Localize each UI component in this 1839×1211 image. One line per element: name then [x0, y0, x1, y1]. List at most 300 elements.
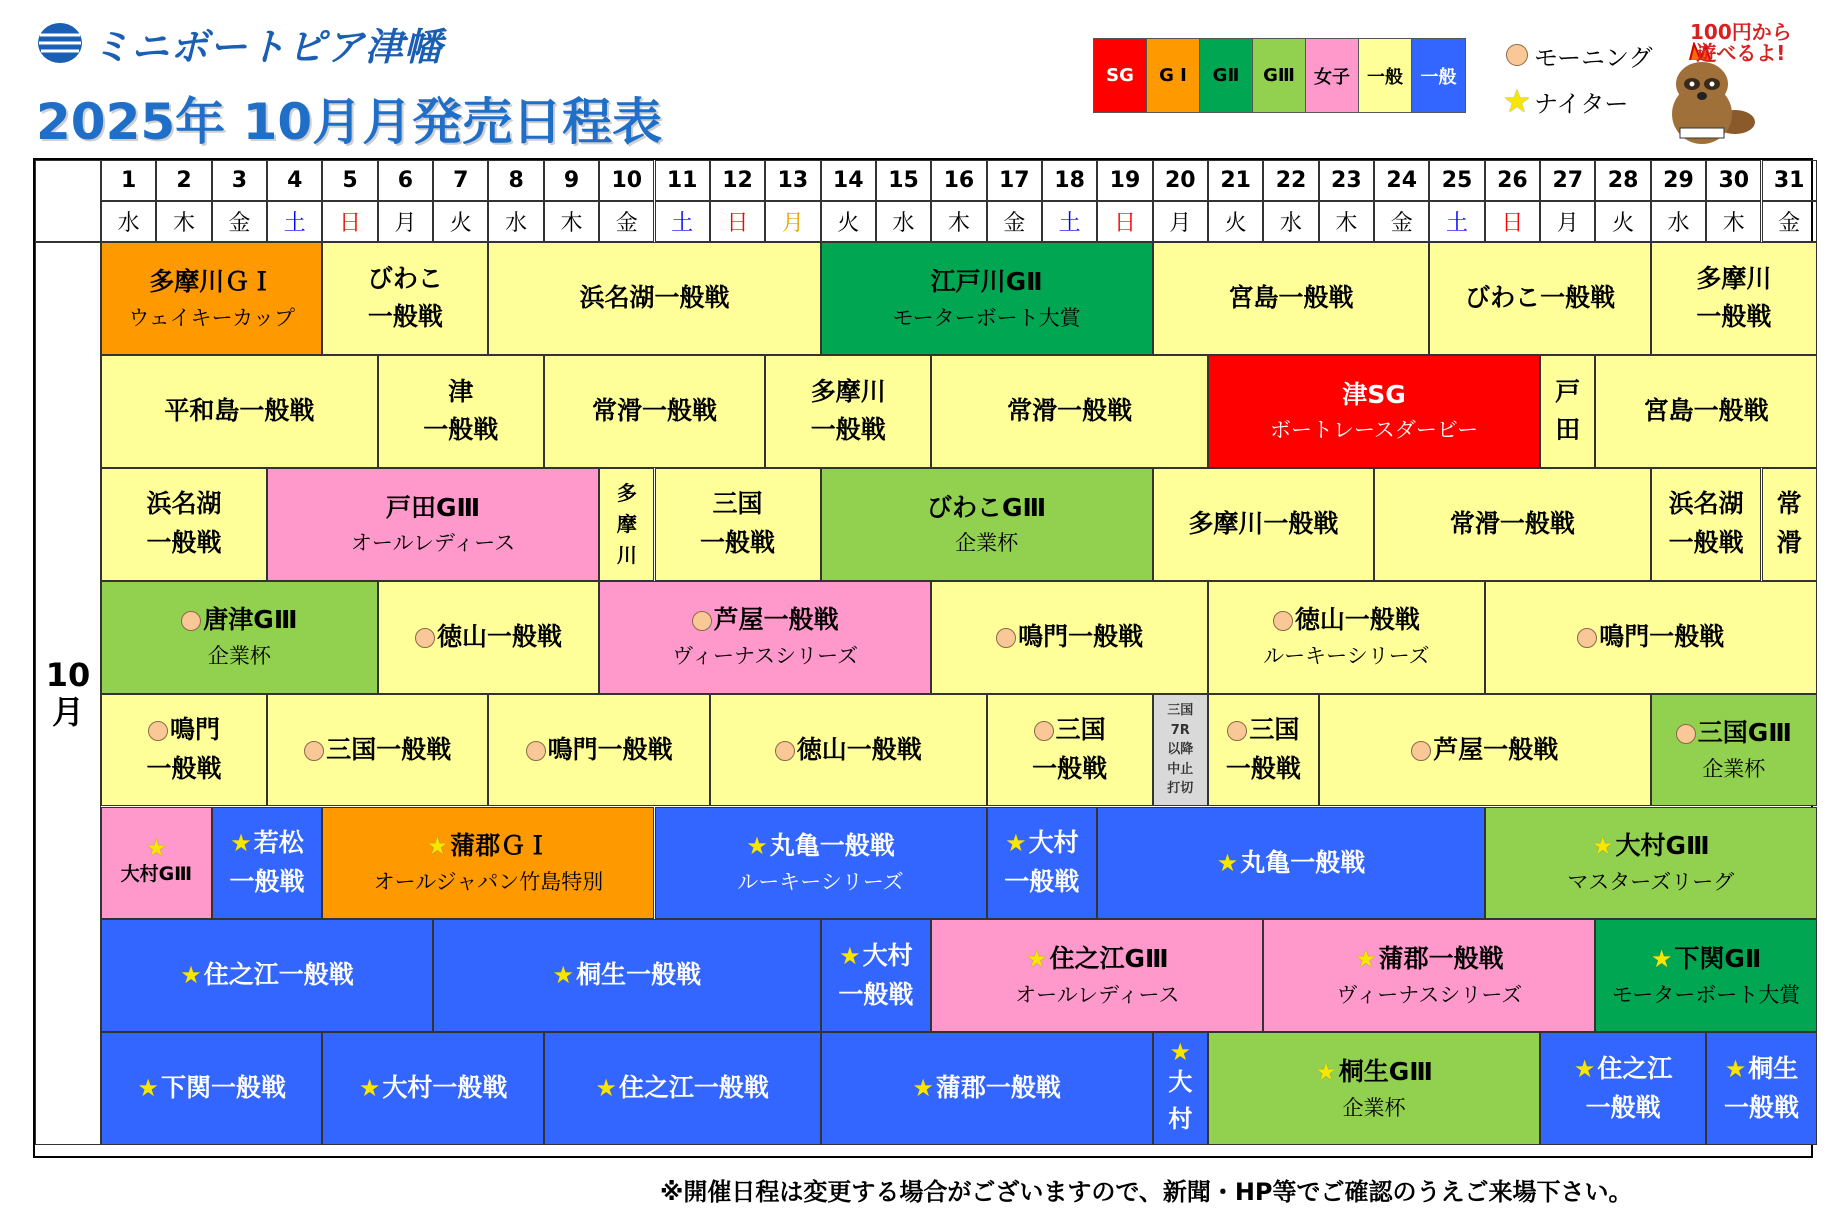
event-subtitle: ヴィーナスシリーズ: [1336, 982, 1523, 1007]
event-title: [811, 373, 886, 451]
weekday-28: 火: [1595, 201, 1650, 242]
weekday-2: 木: [156, 201, 211, 242]
event-title: [423, 373, 498, 451]
event-cell[interactable]: [1651, 694, 1817, 807]
nighter-star-icon: ★: [1355, 945, 1377, 974]
event-title-text: 桐生 一般戦: [1723, 1053, 1799, 1122]
event-title: [1411, 731, 1558, 770]
corner-cell: [35, 160, 101, 242]
weekday-9: 木: [544, 201, 599, 242]
event-title-text: 浜名湖 一般戦: [146, 489, 222, 558]
day-number-13: 13: [765, 160, 820, 201]
event-cell[interactable]: [1374, 468, 1651, 581]
event-title: [1696, 260, 1771, 338]
event-cell[interactable]: [488, 242, 820, 355]
event-title: [1555, 373, 1580, 451]
event-cell[interactable]: [1153, 694, 1208, 807]
morning-label: モーニング: [1534, 43, 1653, 72]
event-subtitle: オールレディース: [350, 531, 516, 556]
weekday-18: 土: [1042, 201, 1097, 242]
nighter-star-icon: ★: [1216, 848, 1239, 877]
morning-icon: [1676, 724, 1696, 744]
event-title-text: 多摩川 一般戦: [1696, 263, 1772, 332]
event-title-text: 常滑一般戦: [591, 395, 717, 425]
weekday-11: 土: [655, 201, 710, 242]
day-number-1: 1: [101, 160, 156, 201]
day-number-6: 6: [378, 160, 433, 201]
event-cell[interactable]: [1429, 242, 1650, 355]
event-title-text: 鳴門 一般戦: [146, 715, 222, 784]
event-title-text: 大 村: [1168, 1067, 1193, 1133]
event-cell[interactable]: [322, 242, 488, 355]
event-cell[interactable]: [1706, 1032, 1817, 1145]
nighter-star-icon: ★: [1025, 945, 1048, 974]
event-cell[interactable]: [101, 919, 433, 1032]
nighter-star-icon: ★: [180, 961, 202, 990]
event-title: [1007, 392, 1132, 431]
morning-icon: [996, 628, 1016, 648]
event-cell[interactable]: [1153, 242, 1430, 355]
morning-icon: [526, 741, 546, 761]
event-title: [1315, 1053, 1433, 1092]
morning-icon: [775, 741, 795, 761]
weekday-10: 金: [599, 201, 654, 242]
event-cell[interactable]: [1651, 468, 1762, 581]
event-title: [996, 618, 1143, 657]
morning-icon: [1577, 628, 1597, 648]
weekday-16: 木: [931, 201, 986, 242]
event-title-text: 大村GⅢ: [1615, 831, 1710, 861]
event-title-text: 浜名湖 一般戦: [1668, 489, 1744, 558]
weekday-25: 土: [1429, 201, 1484, 242]
event-cell[interactable]: [1097, 807, 1484, 920]
day-number-16: 16: [931, 160, 986, 201]
weekday-1: 水: [101, 201, 156, 242]
event-subtitle: 企業杯: [1702, 757, 1766, 782]
event-subtitle: ボートレースダービー: [1269, 418, 1479, 443]
event-title: [1229, 279, 1354, 318]
event-cell[interactable]: [1485, 581, 1817, 694]
event-title: [1032, 711, 1107, 789]
day-number-3: 3: [212, 160, 267, 201]
event-title: [1188, 505, 1338, 544]
event-title: [386, 489, 480, 528]
event-title: [230, 824, 305, 902]
grade-legend: [1093, 38, 1466, 113]
event-cell[interactable]: [710, 694, 987, 807]
morning-icon: [304, 741, 324, 761]
weekday-27: 月: [1540, 201, 1595, 242]
event-title-text: 大村 一般戦: [1004, 828, 1080, 896]
event-cell[interactable]: [1208, 1032, 1540, 1145]
event-cell[interactable]: [101, 694, 267, 807]
footer-note: ※開催日程は変更する場合がございますので、新聞・HP等でご確認のうえご来場下さい。: [660, 1178, 1633, 1206]
event-title-text: 常滑一般戦: [1007, 395, 1133, 425]
event-title: [1217, 844, 1366, 883]
nighter-star-icon: ★: [746, 832, 768, 861]
event-title-text: 常滑一般戦: [1449, 508, 1575, 538]
logo-icon: [36, 21, 84, 65]
nighter-star-icon: ★: [1650, 945, 1673, 974]
event-cell[interactable]: [378, 355, 544, 468]
event-title: [1676, 714, 1792, 753]
event-title-text: びわこ一般戦: [1465, 283, 1616, 313]
event-cell[interactable]: [101, 807, 212, 920]
event-title: [1577, 618, 1724, 657]
event-subtitle: ルーキーシリーズ: [737, 870, 904, 895]
event-cell[interactable]: [1540, 355, 1595, 468]
event-title-text: 徳山一般戦: [436, 621, 562, 651]
legend-grade-5: 一般: [1359, 39, 1412, 112]
nighter-star-icon: ★: [145, 834, 168, 863]
event-title-text: 徳山一般戦: [796, 734, 922, 764]
event-subtitle: モーターボート大賞: [1612, 982, 1801, 1007]
day-number-2: 2: [156, 160, 211, 201]
weekday-19: 日: [1097, 201, 1152, 242]
weekday-12: 日: [710, 201, 765, 242]
event-title: [149, 263, 274, 302]
event-cell[interactable]: [931, 355, 1208, 468]
event-title-text: 蒲郡一般戦: [935, 1073, 1061, 1103]
event-title: [359, 1069, 508, 1108]
legend-grade-2: GⅡ: [1200, 39, 1253, 112]
nighter-star-icon: ★: [1591, 832, 1614, 861]
event-cell[interactable]: [1485, 807, 1817, 920]
event-cell[interactable]: [599, 468, 654, 581]
event-title-text: 多 摩 川: [616, 480, 637, 567]
event-title: [579, 279, 729, 318]
weekday-4: 土: [267, 201, 322, 242]
schedule-grid: [33, 158, 1813, 1158]
nighter-star-icon: ★: [1502, 82, 1532, 120]
mark-legend: [1500, 32, 1653, 124]
event-title-text: 丸亀一般戦: [769, 831, 895, 861]
event-cell[interactable]: [1651, 242, 1817, 355]
event-title: [427, 827, 551, 866]
event-title-text: 戸 田: [1555, 376, 1581, 445]
nighter-star-icon: ★: [1315, 1058, 1337, 1087]
day-number-11: 11: [655, 160, 710, 201]
day-number-5: 5: [322, 160, 377, 201]
weekday-23: 木: [1319, 201, 1374, 242]
day-number-15: 15: [876, 160, 931, 201]
weekday-26: 日: [1485, 201, 1540, 242]
event-subtitle: ルーキーシリーズ: [1263, 644, 1430, 669]
weekday-31: 金: [1762, 201, 1817, 242]
event-title: [692, 601, 839, 640]
day-number-28: 28: [1595, 160, 1650, 201]
event-title-text: 徳山一般戦: [1294, 605, 1420, 635]
event-cell[interactable]: [488, 694, 709, 807]
event-title-text: 宮島一般戦: [1228, 283, 1354, 313]
event-cell[interactable]: [101, 468, 267, 581]
event-cell[interactable]: [599, 581, 931, 694]
event-title: [931, 263, 1043, 302]
event-title-text: 三国GⅢ: [1697, 718, 1792, 748]
event-title: [592, 392, 717, 431]
event-cell[interactable]: [931, 919, 1263, 1032]
weekday-13: 月: [765, 201, 820, 242]
event-title: [1574, 1050, 1673, 1128]
event-title-text: びわこGⅢ: [927, 492, 1047, 522]
event-cell[interactable]: [1208, 355, 1540, 468]
event-title-text: 三国 一般戦: [1225, 715, 1301, 784]
event-title: [1777, 485, 1802, 563]
event-cell[interactable]: [1540, 1032, 1706, 1145]
nighter-star-icon: ★: [358, 1074, 381, 1103]
event-title-text: 住之江GⅢ: [1049, 944, 1169, 974]
day-number-22: 22: [1263, 160, 1318, 201]
weekday-30: 木: [1706, 201, 1761, 242]
event-cell[interactable]: [1319, 694, 1651, 807]
morning-icon: [1034, 721, 1054, 741]
nighter-star-icon: ★: [230, 829, 252, 858]
event-title: [617, 478, 637, 571]
event-title-text: 桐生一般戦: [576, 960, 702, 990]
event-title: [164, 392, 314, 431]
weekday-22: 水: [1263, 201, 1318, 242]
event-cell[interactable]: [1208, 581, 1485, 694]
event-cell[interactable]: [267, 468, 599, 581]
event-cell[interactable]: [544, 355, 765, 468]
weekday-7: 火: [433, 201, 488, 242]
cancel-note: 三国 7R 以降 中止 打切: [1167, 703, 1194, 797]
event-title-text: 住之江 一般戦: [1585, 1053, 1673, 1122]
legend-grade-0: SG: [1094, 39, 1147, 112]
month-label-text: 10 月: [45, 655, 91, 731]
event-cell[interactable]: [1263, 919, 1595, 1032]
logo: [36, 18, 443, 68]
nighter-star-icon: ★: [1573, 1054, 1596, 1083]
nighter-label: ナイター: [1534, 89, 1629, 118]
event-title-text: 常 滑: [1776, 489, 1802, 558]
event-cell[interactable]: [544, 1032, 821, 1145]
event-title-text: 津 一般戦: [423, 376, 499, 445]
weekday-15: 水: [876, 201, 931, 242]
event-cell[interactable]: [1153, 468, 1374, 581]
event-title: [147, 485, 222, 563]
event-cell[interactable]: [212, 807, 323, 920]
event-cell[interactable]: [433, 919, 820, 1032]
event-title-text: 大村 一般戦: [838, 941, 914, 1009]
nighter-star-icon: ★: [1169, 1037, 1192, 1066]
event-title-text: 大村GⅢ: [120, 863, 193, 886]
event-title: [1004, 824, 1079, 902]
event-title-text: 平和島一般戦: [164, 395, 315, 425]
event-title: [137, 1069, 286, 1108]
event-title-text: 丸亀一般戦: [1240, 847, 1366, 877]
event-title-text: 江戸川GⅡ: [930, 266, 1043, 296]
event-title-text: 浜名湖一般戦: [579, 283, 730, 313]
event-title: [1651, 940, 1762, 979]
day-number-30: 30: [1706, 160, 1761, 201]
day-number-7: 7: [433, 160, 488, 201]
event-title: [1450, 505, 1575, 544]
event-title: [553, 956, 702, 995]
legend-grade-1: G I: [1147, 39, 1200, 112]
month-label: [35, 242, 101, 1145]
event-cell[interactable]: [1208, 694, 1319, 807]
event-title-text: 芦屋一般戦: [713, 605, 839, 635]
event-title-text: 三国一般戦: [326, 734, 452, 764]
day-number-21: 21: [1208, 160, 1263, 201]
event-subtitle: オールジャパン竹島特別: [373, 870, 604, 895]
event-title-text: 鳴門一般戦: [1018, 621, 1144, 651]
weekday-20: 月: [1153, 201, 1208, 242]
event-title: [700, 485, 775, 563]
event-title-text: 多摩川一般戦: [1188, 508, 1339, 538]
legend-grade-4: 女子: [1306, 39, 1359, 112]
morning-icon: [1227, 721, 1247, 741]
morning-icon: [692, 611, 712, 631]
day-number-29: 29: [1651, 160, 1706, 201]
event-title-text: 住之江一般戦: [203, 960, 354, 990]
weekday-14: 火: [821, 201, 876, 242]
nighter-star-icon: ★: [137, 1074, 159, 1103]
event-title-text: 下関一般戦: [160, 1073, 286, 1103]
page-title: 2025年 10月月発売日程表: [36, 93, 663, 151]
day-number-31: 31: [1762, 160, 1817, 201]
nighter-star-icon: ★: [1724, 1054, 1747, 1083]
event-title-text: 多摩川ＧＩ: [149, 266, 275, 296]
event-title: [1273, 601, 1420, 640]
event-cell[interactable]: [655, 807, 987, 920]
event-cell[interactable]: [267, 694, 488, 807]
event-title: [368, 260, 443, 338]
morning-icon: [415, 628, 435, 648]
weekday-8: 水: [488, 201, 543, 242]
event-title-text: 桐生GⅢ: [1338, 1057, 1433, 1087]
event-title: [180, 956, 354, 995]
event-title-text: 宮島一般戦: [1643, 395, 1769, 425]
morning-icon: [148, 721, 168, 741]
event-cell[interactable]: [322, 1032, 543, 1145]
event-subtitle: オールレディース: [1015, 982, 1180, 1007]
event-title-text: びわこ 一般戦: [367, 263, 443, 332]
event-subtitle: マスターズリーグ: [1567, 870, 1735, 895]
day-number-17: 17: [987, 160, 1042, 201]
event-title-text: 蒲郡一般戦: [1378, 944, 1504, 974]
event-title: [746, 827, 895, 866]
event-cell[interactable]: [821, 242, 1153, 355]
event-cell[interactable]: [987, 694, 1153, 807]
event-title: [1168, 1037, 1193, 1138]
weekday-17: 金: [987, 201, 1042, 242]
legend-grade-3: GⅢ: [1253, 39, 1306, 112]
event-title: [775, 731, 922, 770]
nighter-star-icon: ★: [1005, 829, 1027, 858]
event-cell[interactable]: [322, 807, 654, 920]
day-number-24: 24: [1374, 160, 1429, 201]
weekday-24: 金: [1374, 201, 1429, 242]
nighter-star-icon: ★: [912, 1074, 934, 1103]
event-cell[interactable]: [1762, 468, 1817, 581]
event-cell[interactable]: [101, 1032, 322, 1145]
event-cell[interactable]: [1595, 355, 1816, 468]
event-title: [912, 1069, 1061, 1108]
event-title-text: 戸田GⅢ: [386, 492, 481, 522]
event-title-text: 三国 一般戦: [700, 489, 776, 558]
event-cell[interactable]: [821, 1032, 1153, 1145]
event-title: [1669, 485, 1744, 563]
event-title: [1465, 279, 1615, 318]
event-title: [1226, 711, 1301, 789]
nighter-star-icon: ★: [426, 832, 449, 861]
legend-grade-6: 一般: [1412, 39, 1465, 112]
event-title: [1724, 1050, 1799, 1128]
nighter-star-icon: ★: [552, 961, 575, 990]
event-title: [838, 937, 913, 1015]
day-number-26: 26: [1485, 160, 1540, 201]
morning-icon: [1273, 611, 1293, 631]
event-cell[interactable]: [765, 355, 931, 468]
day-number-19: 19: [1097, 160, 1152, 201]
day-number-27: 27: [1540, 160, 1595, 201]
weekday-5: 日: [322, 201, 377, 242]
event-cell[interactable]: [821, 468, 1153, 581]
event-title-text: 唐津GⅢ: [203, 605, 298, 635]
event-title: [1355, 940, 1504, 979]
event-title-text: 下関GⅡ: [1674, 944, 1762, 974]
day-number-23: 23: [1319, 160, 1374, 201]
event-subtitle: 企業杯: [1342, 1095, 1406, 1120]
nighter-star-icon: ★: [839, 942, 861, 971]
day-number-10: 10: [599, 160, 654, 201]
morning-icon: [181, 611, 201, 631]
weekday-29: 水: [1651, 201, 1706, 242]
event-title: [121, 836, 193, 889]
event-cell[interactable]: [821, 919, 932, 1032]
event-cell[interactable]: [101, 355, 378, 468]
day-number-14: 14: [821, 160, 876, 201]
day-number-4: 4: [267, 160, 322, 201]
day-number-8: 8: [488, 160, 543, 201]
event-cell[interactable]: [1595, 919, 1816, 1032]
day-number-18: 18: [1042, 160, 1097, 201]
morning-icon: [1411, 741, 1431, 761]
event-title: [1026, 940, 1169, 979]
event-cell[interactable]: [931, 581, 1208, 694]
event-cell[interactable]: [101, 242, 322, 355]
event-title: [526, 731, 673, 770]
event-title-text: 蒲郡ＧＩ: [450, 831, 551, 861]
event-title: [304, 731, 451, 770]
event-subtitle: 企業杯: [955, 531, 1019, 556]
event-title: [415, 618, 562, 657]
event-title-text: 芦屋一般戦: [1433, 734, 1559, 764]
day-number-20: 20: [1153, 160, 1208, 201]
event-title: [1644, 392, 1769, 431]
event-subtitle: ヴィーナスシリーズ: [672, 644, 859, 669]
event-subtitle: ウェイキーカップ: [128, 305, 295, 330]
event-subtitle: モーターボート大賞: [892, 305, 1081, 330]
day-number-9: 9: [544, 160, 599, 201]
event-cell[interactable]: [987, 807, 1098, 920]
event-cell[interactable]: [655, 468, 821, 581]
event-title: [1342, 376, 1406, 415]
event-cell[interactable]: [1153, 1032, 1208, 1145]
weekday-21: 火: [1208, 201, 1263, 242]
event-title-text: 津SG: [1342, 379, 1406, 409]
event-title-text: 三国 一般戦: [1032, 715, 1108, 784]
morning-icon: [1506, 44, 1528, 66]
event-cell[interactable]: [101, 581, 378, 694]
event-cell[interactable]: [378, 581, 599, 694]
day-number-25: 25: [1429, 160, 1484, 201]
logo-text: ミニボートピア津幡: [92, 24, 444, 69]
day-number-12: 12: [710, 160, 765, 201]
event-title: [181, 601, 297, 640]
